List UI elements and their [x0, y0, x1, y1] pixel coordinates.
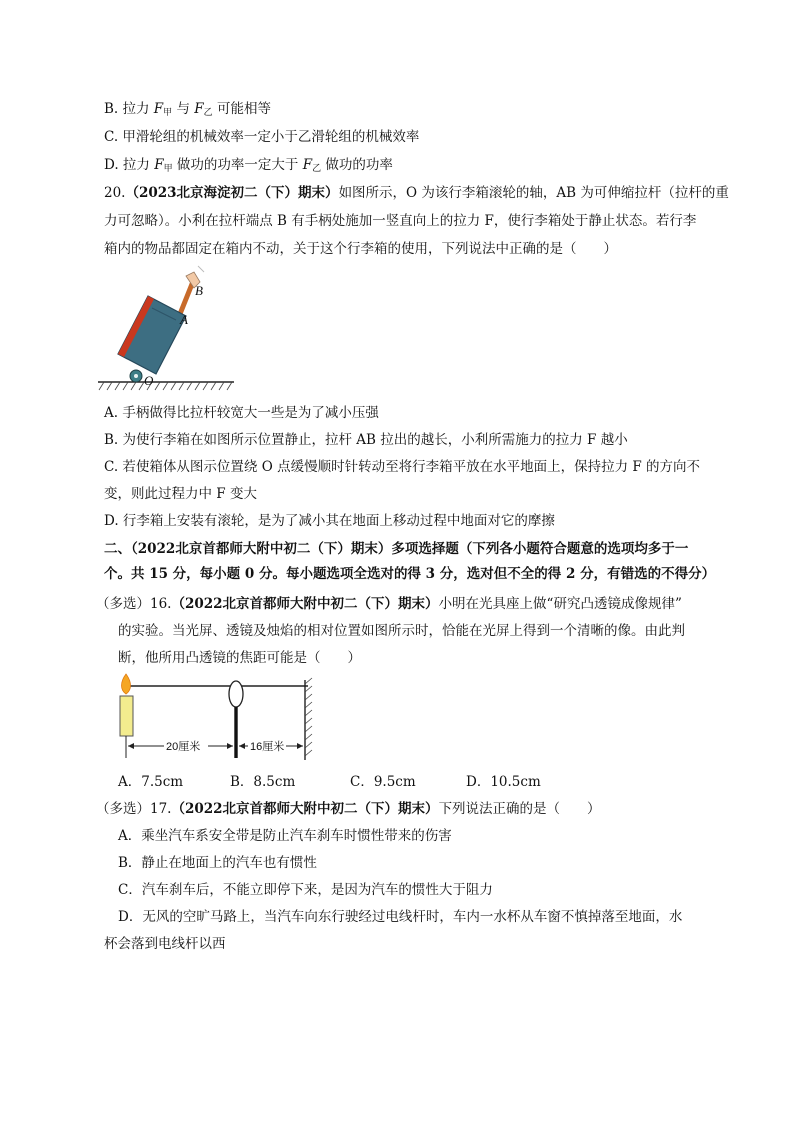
distance-left-label: 20厘米: [166, 741, 201, 753]
section2-heading-line2: 个。共 15 分，每小题 0 分。每小题选项全选对的得 3 分，选对但不全的得 2 分，有错选的不得分）: [104, 566, 716, 582]
q17-option-a: A．乘坐汽车系安全带是防止汽车刹车时惯性带来的伤害: [118, 828, 452, 844]
distance-right-label: 16厘米: [250, 741, 285, 753]
q20-stem-line2: 力可忽略）。小利在拉杆端点 B 有手柄处施加一竖直向上的拉力 F，使行李箱处于静止状态。若行李: [104, 213, 697, 229]
optical-bench-figure: [112, 672, 322, 764]
q16-stem-line3: 断，他所用凸透镜的焦距可能是（ ）: [118, 650, 361, 666]
label-b: B: [195, 283, 203, 298]
q20-option-c-line1: C. 若使箱体从图示位置绕 O 点缓慢顺时针转动至将行李箱平放在水平地面上，保持拉力 F 的方向不: [104, 459, 701, 475]
label-o: O: [144, 373, 154, 388]
q19-option-d: D. 拉力 $F_甲$ 做功的功率一定大于 $F_乙$ 做功的功率: [104, 157, 393, 174]
q17-option-b: B．静止在地面上的汽车也有惯性: [118, 855, 317, 871]
q20-option-c-line2: 变，则此过程力中 F 变大: [104, 486, 257, 502]
q17-option-d-line1: D．无风的空旷马路上，当汽车向东行驶经过电线杆时，车内一水杯从车窗不慎掉落至地面，水: [118, 909, 683, 925]
luggage-figure: [96, 262, 236, 392]
q16-option-d: D．10.5cm: [466, 774, 541, 790]
q20-option-a: A. 手柄做得比拉杆较宽大一些是为了减小压强: [104, 405, 379, 421]
q16-option-c: C．9.5cm: [350, 774, 416, 790]
q16-stem-line1: （多选）16.（2022北京首都师大附中初二（下）期末）小明在光具座上做“研究凸透镜成像规律”: [96, 596, 682, 612]
q17-option-c: C．汽车刹车后，不能立即停下来，是因为汽车的惯性大于阻力: [118, 882, 493, 898]
q20-stem-line1: 20.（2023北京海淀初二（下）期末）如图所示，O 为该行李箱滚轮的轴，AB 为可伸缩拉杆（拉杆的重: [104, 185, 729, 201]
q20-option-b: B. 为使行李箱在如图所示位置静止，拉杆 AB 拉出的越长，小利所需施力的拉力 F 越小: [104, 432, 628, 448]
section2-heading-line1: 二、（2022北京首都师大附中初二（下）期末）多项选择题（下列各小题符合题意的选项均多于一: [104, 541, 689, 557]
q17-option-d-line2: 杯会落到电线杆以西: [104, 936, 226, 952]
q16-stem-line2: 的实验。当光屏、透镜及烛焰的相对位置如图所示时，恰能在光屏上得到一个清晰的像。由此判: [118, 623, 685, 639]
q17-stem: （多选）17.（2022北京首都师大附中初二（下）期末）下列说法正确的是（ ）: [96, 801, 601, 817]
q20-option-d: D. 行李箱上安装有滚轮，是为了减小其在地面上移动过程中地面对它的摩擦: [104, 513, 555, 529]
label-a: A: [180, 312, 188, 327]
q19-option-c: C. 甲滑轮组的机械效率一定小于乙滑轮组的机械效率: [104, 129, 420, 145]
q19-option-b: B. 拉力 $F_甲$ 与 $F_乙$ 可能相等: [104, 101, 271, 118]
q16-option-b: B．8.5cm: [230, 774, 296, 790]
q16-option-a: A．7.5cm: [118, 774, 184, 790]
q20-stem-line3: 箱内的物品都固定在箱内不动，关于这个行李箱的使用，下列说法中正确的是（ ）: [104, 241, 617, 257]
